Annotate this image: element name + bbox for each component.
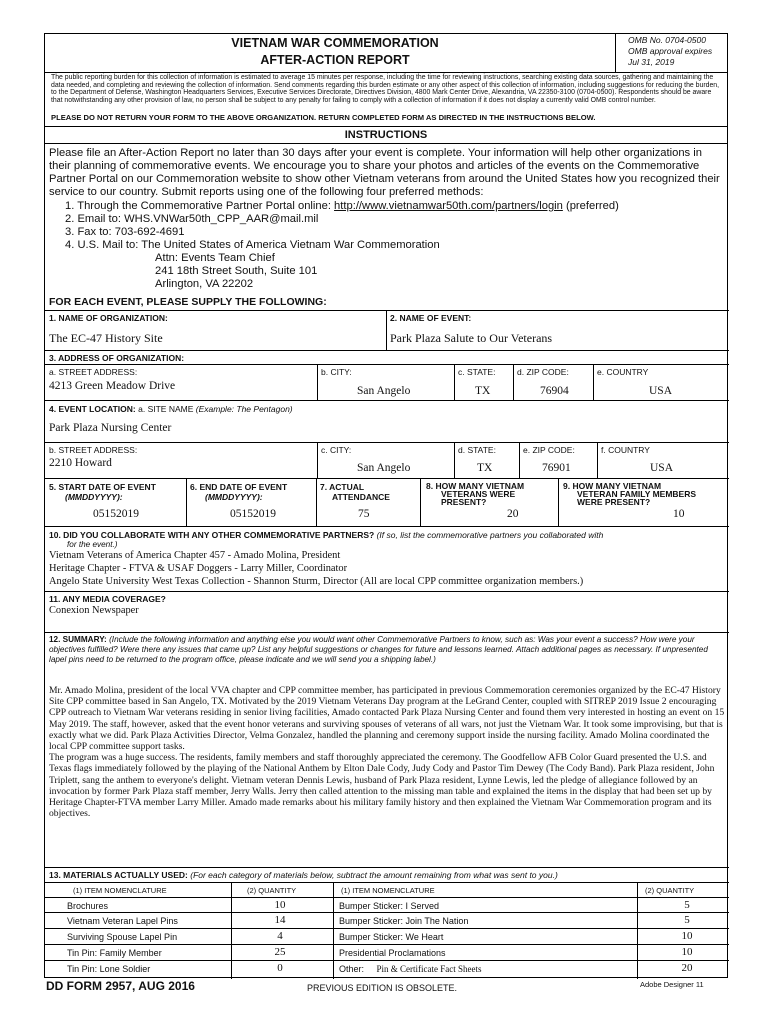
org-state-field[interactable]: TX xyxy=(475,385,491,397)
summary-paragraph-1: Mr. Amado Molina, president of the local VVA chapter and CPP committee member, has participated in previous Commemoration ceremonies organized by the EC-47 History Site CPP committee based in San Angelo, TX. Motivated by the 2019 Vietnam Veterans Day program at the LeGrand Center, coupled with SITREP 2019 Issue 2 encouraging CPP outreach to Vietnam War veterans residing in senior living facilities, Amado contacted Park Plaza Nursing Center and found them very interested in hosting an event on 15 May 2019. The staff, however, asked that the event honor veterans and surviving spouses of veterans of all wars, not just the Vietnam War. It took some improvising, but that is exactly what we did. Park Plaza Activities Director, Velma Gonzalez, handled the planning and ceremony support inside the nursing facility. Amado Molina coordinated the local CPP committee support tasks. xyxy=(49,685,725,753)
end-date-label: 6. END DATE OF EVENT xyxy=(190,482,288,492)
family-present-field[interactable]: 10 xyxy=(673,508,685,520)
start-date-label: 5. START DATE OF EVENT xyxy=(49,482,156,492)
veterans-present-label-3: PRESENT? xyxy=(441,497,487,507)
event-state-label: d. STATE: xyxy=(458,445,496,455)
material-qty[interactable]: 5 xyxy=(684,899,690,911)
org-country-label: e. COUNTRY xyxy=(597,367,649,377)
material-item: Presidential Proclamations xyxy=(339,948,446,958)
material-qty[interactable]: 25 xyxy=(274,946,286,958)
materials-hint: (For each category of materials below, subtract the amount remaining from what was sent to you.) xyxy=(190,870,558,880)
material-item: Bumper Sticker: I Served xyxy=(339,901,440,911)
right-item-col-header: (1) ITEM NOMENCLATURE xyxy=(341,886,435,895)
site-name-example: (Example: The Pentagon) xyxy=(195,404,293,414)
instructions xyxy=(49,147,725,290)
collaborator-line-2[interactable]: Heritage Chapter - FTVA & USAF Doggers - Larry Miller, Coordinator xyxy=(49,563,348,574)
event-location-label xyxy=(49,404,293,414)
left-qty-col-header: (2) QUANTITY xyxy=(247,886,297,895)
material-item: Vietnam Veteran Lapel Pins xyxy=(67,916,178,926)
summary-label: 12. SUMMARY: xyxy=(49,635,107,644)
divider xyxy=(186,478,187,526)
material-item: Tin Pin: Lone Soldier xyxy=(67,964,151,974)
material-item: Brochures xyxy=(67,901,109,911)
divider xyxy=(454,442,455,478)
material-item: Bumper Sticker: We Heart xyxy=(339,932,444,942)
divider xyxy=(45,442,729,443)
event-street-label: b. STREET ADDRESS: xyxy=(49,445,138,455)
do-not-return-notice: PLEASE DO NOT RETURN YOUR FORM TO THE ABOVE ORGANIZATION. RETURN COMPLETED FORM AS DIRECTED IN THE INSTRUCTIONS BELOW. xyxy=(51,113,596,122)
material-item: Bumper Sticker: Join The Nation xyxy=(339,916,469,926)
divider xyxy=(45,897,729,898)
material-qty[interactable]: 0 xyxy=(277,962,283,974)
end-date-format: (MMDDYYYY): xyxy=(205,492,263,502)
designer-credit: Adobe Designer 11 xyxy=(640,980,704,989)
org-street-field[interactable]: 4213 Green Meadow Drive xyxy=(49,380,176,392)
right-qty-col-header: (2) QUANTITY xyxy=(645,886,695,895)
method-portal xyxy=(65,200,619,213)
material-item-other xyxy=(339,964,482,974)
instructions-heading-bar xyxy=(45,126,727,144)
summary-field[interactable] xyxy=(49,685,725,819)
mail-address-line-2: 241 18th Street South, Suite 101 xyxy=(155,265,318,277)
materials-label xyxy=(49,870,558,880)
divider xyxy=(333,882,334,979)
mail-address-line-3: Arlington, VA 22202 xyxy=(155,278,254,290)
attendance-field[interactable]: 75 xyxy=(358,508,370,520)
material-qty[interactable]: 10 xyxy=(681,930,693,942)
event-country-field[interactable]: USA xyxy=(650,462,674,474)
material-qty[interactable]: 10 xyxy=(681,946,693,958)
material-qty[interactable]: 10 xyxy=(274,899,286,911)
divider xyxy=(45,350,729,351)
veterans-present-label-2: VETERANS WERE xyxy=(441,489,516,499)
method-mail: 4. U.S. Mail to: The United States of America Vietnam War Commemoration xyxy=(65,239,440,251)
divider xyxy=(513,364,514,400)
left-item-col-header: (1) ITEM NOMENCLATURE xyxy=(73,886,167,895)
org-name-label: 1. NAME OF ORGANIZATION: xyxy=(49,313,168,323)
divider xyxy=(519,442,520,478)
collaborator-line-3[interactable]: Angelo State University West Texas Collection - Shannon Sturm, Director (All are local CPP committee organization members.) xyxy=(49,576,584,587)
divider xyxy=(45,526,729,527)
event-country-label: f. COUNTRY xyxy=(601,445,650,455)
divider xyxy=(45,867,729,868)
material-qty[interactable]: 20 xyxy=(681,962,693,974)
burden-statement: The public reporting burden for this collection of information is estimated to average 15 minutes per response, including the time for reviewing instructions, searching existing data sources, gathering and maintaining the data needed, and completing and reviewing the collection of information. Send comments regarding this burden estimate or any other aspect of this collection of information, including suggestions for reducing the burden, to the Department of Defense, Washington Headquarters Services, Executive Services Directorate, Directives Division, 4800 Mark Center Drive, Alexandria, VA 22350-3100 (0704-0500). Respondents should be aware that notwithstanding any other provision of law, no person shall be subject to any penalty for failing to comply with a collection of information if it does not display a currently valid OMB control number. xyxy=(51,74,720,104)
form-header xyxy=(45,34,727,73)
veterans-present-label: 8. HOW MANY VIETNAM xyxy=(426,481,525,491)
after-action-form xyxy=(44,33,728,978)
divider xyxy=(637,882,638,979)
other-item-field[interactable]: Pin & Certificate Fact Sheets xyxy=(376,964,482,974)
start-date-field[interactable]: 05152019 xyxy=(93,508,139,520)
instructions-heading: INSTRUCTIONS xyxy=(344,129,428,141)
omb-number: OMB No. 0704-0500 xyxy=(628,35,706,45)
omb-block xyxy=(615,34,729,72)
divider xyxy=(45,882,729,883)
divider xyxy=(45,364,729,365)
org-country-field[interactable]: USA xyxy=(649,385,673,397)
material-item: Tin Pin: Family Member xyxy=(67,948,162,958)
divider xyxy=(45,310,729,311)
method-portal-text: 1. Through the Commemorative Partner Portal online: xyxy=(65,200,335,212)
form-number: DD FORM 2957, AUG 2016 xyxy=(46,979,195,993)
divider xyxy=(420,478,421,526)
method-fax: 3. Fax to: 703-692-4691 xyxy=(65,226,185,238)
divider xyxy=(558,478,559,526)
divider xyxy=(45,912,729,913)
org-zip-field[interactable]: 76904 xyxy=(540,385,569,397)
divider xyxy=(317,364,318,400)
attendance-label: 7. ACTUAL xyxy=(320,482,365,492)
event-street-field[interactable]: 2210 Howard xyxy=(49,457,112,469)
divider xyxy=(316,478,317,526)
material-qty[interactable]: 14 xyxy=(274,914,286,926)
material-qty[interactable]: 4 xyxy=(277,930,283,942)
for-each-event-heading: FOR EACH EVENT, PLEASE SUPPLY THE FOLLOWING: xyxy=(49,296,327,308)
collaboration-hint: (If so, list the commemorative partners you collaborated with xyxy=(376,530,604,540)
divider xyxy=(45,478,729,479)
divider xyxy=(386,310,387,350)
event-city-field[interactable]: San Angelo xyxy=(357,462,411,474)
divider xyxy=(317,442,318,478)
attendance-label-2: ATTENDANCE xyxy=(332,492,390,502)
materials-label-text: 13. MATERIALS ACTUALLY USED: xyxy=(49,870,188,880)
summary-paragraph-2: The program was a huge success. The residents, family members and staff thoroughly appreciated the ceremony. The Goodfellow AFB Color Guard presented the U.S. and Texas flags immediately followed by the playing of the National Anthem by Elton Dale Cody, Judy Cody and Pastor Tim Dewey (The Cody Band). Park Plaza resident, John Triplett, sang the anthem to everyone's delight. Vietnam veteran Dennis Lewis, husband of Park Plaza resident, Lynne Lewis, led the pledge of allegiance followed by an invocation by former Park Plaza staff member, Jerry Walls. Jerry then called attention to the missing man table and explained the items in the display that had been set up by Heritage Chapter-FTVA member Larry Miller. Amado made remarks about his military family history and then explained the Vietnam War Commemoration program and its objectives. xyxy=(49,752,715,820)
collaboration-label-text: 10. DID YOU COLLABORATE WITH ANY OTHER COMMEMORATIVE PARTNERS? xyxy=(49,530,375,540)
org-state-label: c. STATE: xyxy=(458,367,496,377)
mail-address-line-1: Attn: Events Team Chief xyxy=(155,252,275,264)
event-state-field[interactable]: TX xyxy=(477,462,493,474)
family-present-label-3: WERE PRESENT? xyxy=(577,497,651,507)
org-zip-label: d. ZIP CODE: xyxy=(517,367,569,377)
summary-instructions xyxy=(49,635,723,665)
divider xyxy=(593,364,594,400)
org-street-label: a. STREET ADDRESS: xyxy=(49,367,138,377)
family-present-label: 9. HOW MANY VIETNAM xyxy=(563,481,662,491)
divider xyxy=(45,632,729,633)
event-location-label-text: 4. EVENT LOCATION: xyxy=(49,404,136,414)
site-name-field[interactable]: Park Plaza Nursing Center xyxy=(49,422,172,434)
portal-link[interactable]: http://www.vietnamwar50th.com/partners/login xyxy=(334,200,563,212)
start-date-format: (MMDDYYYY): xyxy=(65,492,123,502)
event-name-label: 2. NAME OF EVENT: xyxy=(390,313,472,323)
divider xyxy=(231,882,232,979)
other-label: Other: xyxy=(339,964,365,974)
org-name-field[interactable]: The EC-47 History Site xyxy=(49,331,163,345)
collaboration-label xyxy=(49,530,603,540)
material-qty[interactable]: 5 xyxy=(684,914,690,926)
divider xyxy=(45,400,729,401)
event-zip-label: e. ZIP CODE: xyxy=(523,445,575,455)
end-date-field[interactable]: 05152019 xyxy=(230,508,276,520)
method-email: 2. Email to: WHS.VNWar50th_CPP_AAR@mail.mil xyxy=(65,213,319,225)
org-city-label: b. CITY: xyxy=(321,367,352,377)
collaboration-hint-2: for the event.) xyxy=(67,540,118,549)
divider xyxy=(454,364,455,400)
material-item: Surviving Spouse Lapel Pin xyxy=(67,932,178,942)
divider xyxy=(45,944,729,945)
summary-hint: (Include the following information and anything else you would want other Commemorative Partners to know, such as: Was your event a success? How were your objectives fulfilled? Were there any issues that came up? List any helpful suggestions or changes for future and lessons learned. Attach additional pages as necessary. If unpresented lapel pins need to be returned to the program office, please indicate and we will send you a shipping label.) xyxy=(49,635,708,664)
collaborator-line-1[interactable]: Vietnam Veterans of America Chapter 457 - Amado Molina, President xyxy=(49,550,341,561)
omb-approval: OMB approval expires xyxy=(628,46,713,56)
media-coverage-field[interactable]: Conexion Newspaper xyxy=(49,605,139,616)
divider xyxy=(45,960,729,961)
event-name-field[interactable]: Park Plaza Salute to Our Veterans xyxy=(390,331,553,345)
org-address-label: 3. ADDRESS OF ORGANIZATION: xyxy=(49,353,185,363)
form-title: VIETNAM WAR COMMEMORATION xyxy=(231,36,439,50)
event-city-label: c. CITY: xyxy=(321,445,352,455)
media-coverage-label: 11. ANY MEDIA COVERAGE? xyxy=(49,594,166,604)
divider xyxy=(45,928,729,929)
instructions-paragraph: Please file an After-Action Report no later than 30 days after your event is complete. Your information will help other organizations in their planning of commemorative events. We encourage you to share your photos and articles of the events on the Commemorative Partner Portal on our Commemoration website to show other Vietnam veterans from around the United States how you recognized their service to our country. Submit reports using one of the following four preferred methods: xyxy=(49,147,720,198)
omb-date: Jul 31, 2019 xyxy=(628,57,675,67)
previous-edition-notice: PREVIOUS EDITION IS OBSOLETE. xyxy=(307,983,458,993)
family-present-label-2: VETERAN FAMILY MEMBERS xyxy=(577,489,697,499)
form-subtitle: AFTER-ACTION REPORT xyxy=(260,53,410,67)
divider xyxy=(45,591,729,592)
method-portal-suffix: (preferred) xyxy=(562,200,619,212)
event-zip-field[interactable]: 76901 xyxy=(542,462,571,474)
divider xyxy=(597,442,598,478)
org-city-field[interactable]: San Angelo xyxy=(357,385,411,397)
veterans-present-field[interactable]: 20 xyxy=(507,508,519,520)
site-name-label: a. SITE NAME xyxy=(138,404,194,414)
